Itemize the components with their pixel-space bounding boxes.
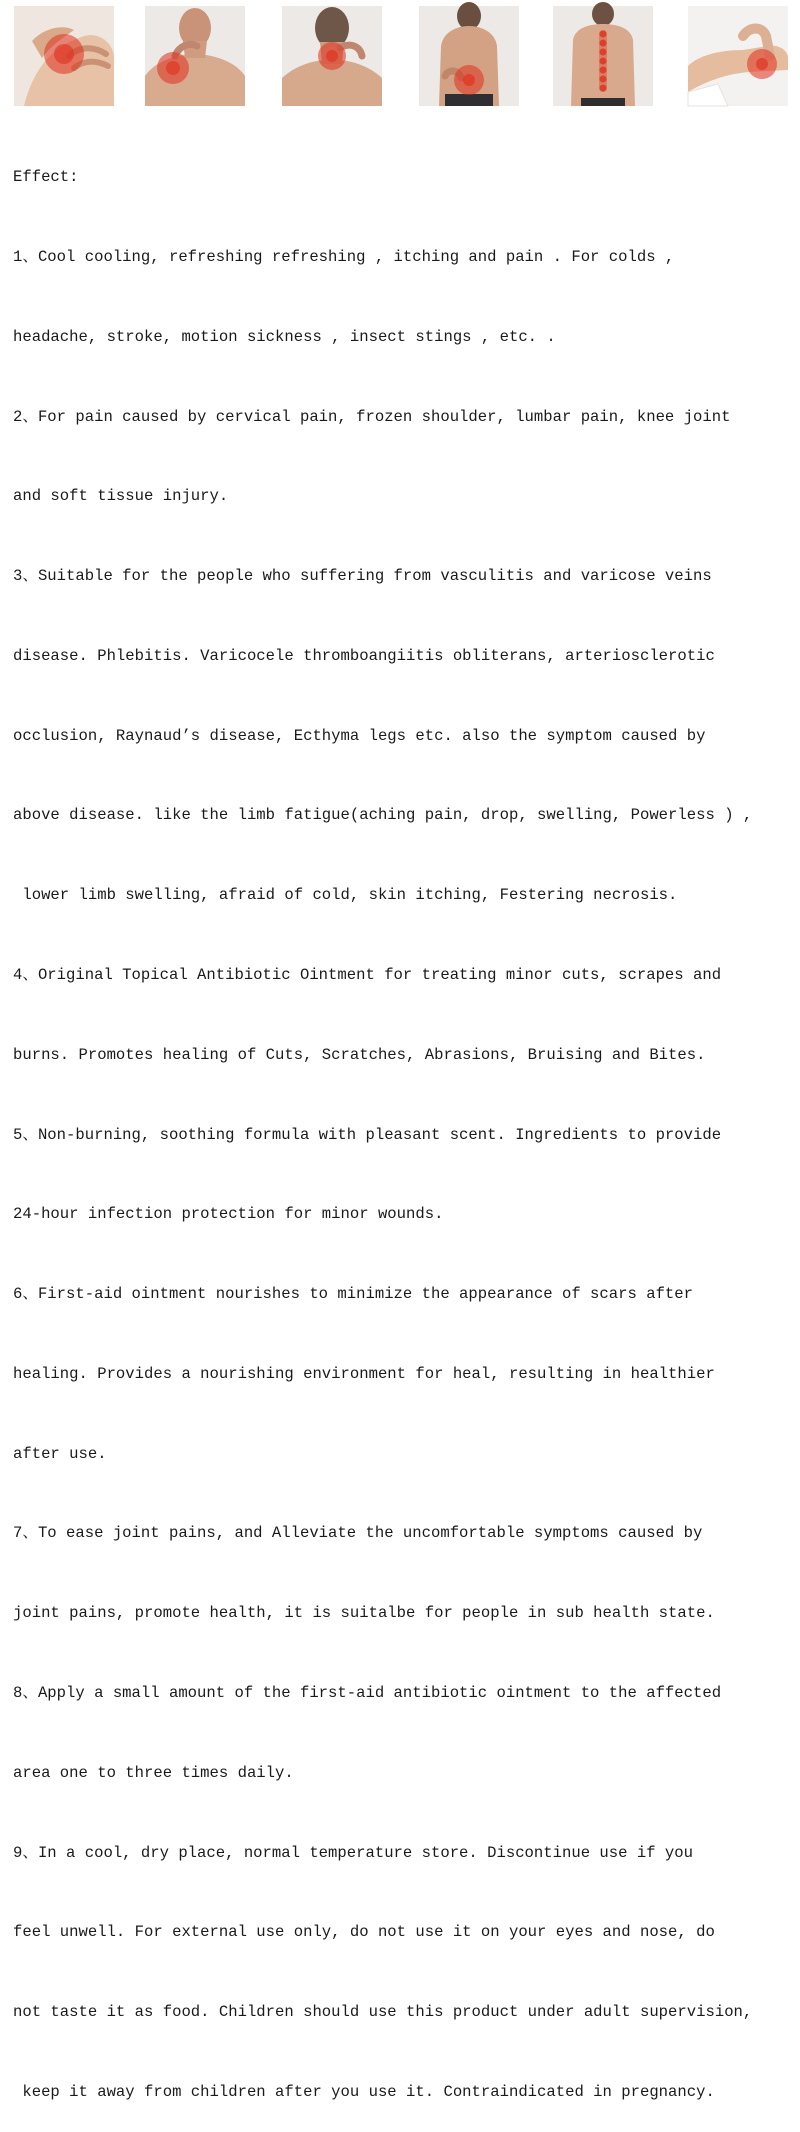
effect-line: 4、Original Topical Antibiotic Ointment for treating minor cuts, scrapes and bbox=[13, 966, 722, 984]
effect-line: occlusion, Raynaud’s disease, Ecthyma legs etc. also the symptom caused by bbox=[13, 726, 706, 745]
effect-line: 7、To ease joint pains, and Alleviate the uncomfortable symptoms caused by bbox=[13, 1524, 703, 1543]
effect-line: 6、First-aid ointment nourishes to minimize the appearance of scars after bbox=[13, 1285, 693, 1304]
effect-heading: Effect: bbox=[13, 168, 79, 187]
effect-line: 8、Apply a small amount of the first-aid antibiotic ointment to the affected bbox=[13, 1684, 722, 1703]
effect-line: 2、For pain caused by cervical pain, frozen shoulder, lumbar pain, knee joint bbox=[13, 407, 731, 426]
pain-area-photo-row bbox=[0, 6, 800, 106]
neck-icon bbox=[282, 6, 382, 106]
knee-joint-icon bbox=[14, 6, 114, 106]
effect-line: 5、Non-burning, soothing formula with pleasant scent. Ingredients to provide bbox=[13, 1125, 722, 1144]
shoulder-pain-photo bbox=[145, 6, 245, 106]
effect-line: joint pains, promote health, it is suitalbe for people in sub health state. bbox=[13, 1604, 715, 1623]
effect-line: healing. Provides a nourishing environment for heal, resulting in healthier bbox=[13, 1364, 715, 1383]
elbow-icon bbox=[688, 6, 788, 106]
effect-line: headache, stroke, motion sickness , insect stings , etc. . bbox=[13, 327, 556, 346]
effect-line: not taste it as food. Children should use this product under adult supervision, bbox=[13, 2003, 753, 2022]
effect-line: disease. Phlebitis. Varicocele thromboangiitis obliterans, arteriosclerotic bbox=[13, 646, 715, 665]
effect-line: 9、In a cool, dry place, normal temperature store. Discontinue use if you bbox=[13, 1843, 693, 1862]
effect-line: burns. Promotes healing of Cuts, Scratches, Abrasions, Bruising and Bites. bbox=[13, 1045, 706, 1064]
effect-line: 3、Suitable for the people who suffering from vasculitis and varicose veins bbox=[13, 567, 712, 586]
spine-icon bbox=[553, 6, 653, 106]
neck-pain-photo bbox=[282, 6, 382, 106]
effect-line: after use. bbox=[13, 1444, 107, 1463]
shoulder-icon bbox=[145, 6, 245, 106]
effect-line: lower limb swelling, afraid of cold, skin itching, Festering necrosis. bbox=[13, 886, 678, 905]
spine-pain-photo bbox=[553, 6, 653, 106]
effect-line: 1、Cool cooling, refreshing refreshing , itching and pain . For colds , bbox=[13, 247, 675, 266]
effect-description bbox=[13, 111, 797, 2132]
lower-back-icon bbox=[419, 6, 519, 106]
effect-line: keep it away from children after you use it. Contraindicated in pregnancy. bbox=[13, 2082, 715, 2101]
effect-line: area one to three times daily. bbox=[13, 1763, 294, 1782]
elbow-pain-photo bbox=[688, 6, 788, 106]
effect-line: 24-hour infection protection for minor wounds. bbox=[13, 1205, 444, 1224]
knee-pain-photo bbox=[14, 6, 114, 106]
effect-line: feel unwell. For external use only, do not use it on your eyes and nose, do bbox=[13, 1923, 715, 1942]
effect-line: and soft tissue injury. bbox=[13, 487, 229, 506]
effect-line: above disease. like the limb fatigue(aching pain, drop, swelling, Powerless ) , bbox=[13, 806, 753, 825]
lumbar-pain-photo bbox=[419, 6, 519, 106]
